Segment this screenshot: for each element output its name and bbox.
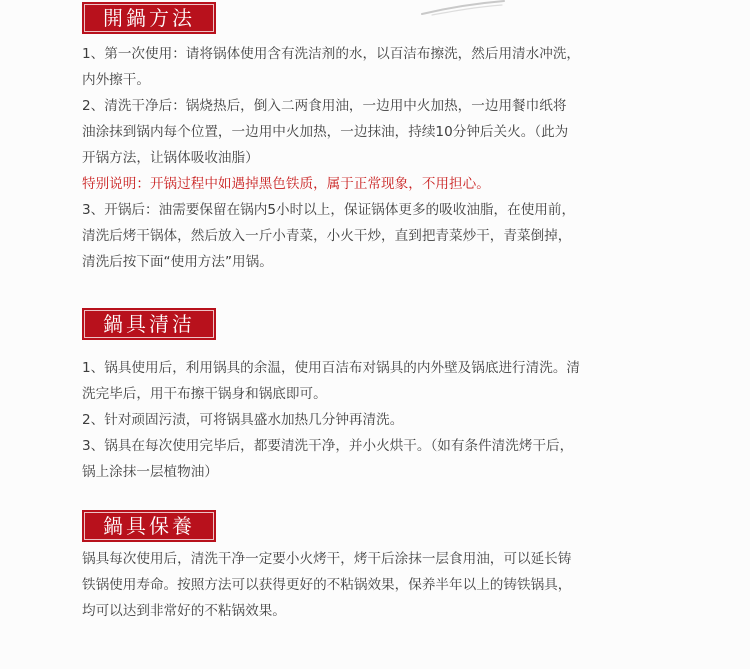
paragraph-maintenance [82,546,682,624]
paragraph-clean-2 [82,407,682,433]
text-line: 2、针对顽固污渍，可将锅具盛水加热几分钟再清洗。 [82,412,404,428]
section-title: 鍋具清洁 [103,312,195,336]
section-maintenance [82,510,682,624]
text-line: 锅具每次使用后，清洗干净一定要小火烤干，烤干后涂抹一层食用油，可以延长铸 [82,551,572,567]
text-line: 油涂抹到锅内每个位置，一边用中火加热，一边抹油，持续10分钟后关火。（此为 [82,124,569,140]
text-line: 锅上涂抹一层植物油） [82,464,218,480]
section-title-badge [82,308,216,340]
section-title-badge [82,2,216,34]
section-title: 開鍋方法 [103,6,195,30]
text-line: 铁锅使用寿命。按照方法可以获得更好的不粘锅效果，保养半年以上的铸铁锅具， [82,577,572,593]
text-line: 均可以达到非常好的不粘锅效果。 [82,603,286,619]
section-body [82,41,682,275]
text-line: 1、锅具使用后，利用锅具的余温，使用百洁布对锅具的内外壁及锅底进行清洗。清 [82,360,581,376]
text-line: 开锅方法，让锅体吸收油脂） [82,150,259,166]
text-line: 1、第一次使用：请将锅体使用含有洗洁剂的水，以百洁布擦洗，然后用清水冲洗， [82,46,581,62]
paragraph-clean-1 [82,355,682,407]
text-line: 特别说明：开锅过程中如遇掉黑色铁质，属于正常现象，不用担心。 [82,176,490,192]
text-line: 3、开锅后：油需要保留在锅内5小时以上，保证锅体更多的吸收油脂，在使用前， [82,202,576,218]
text-line: 内外擦干。 [82,72,150,88]
text-line: 清洗后按下面“使用方法”用锅。 [82,254,273,270]
section-title-badge [82,510,216,542]
paragraph-clean-3 [82,433,682,485]
paragraph-special-note [82,171,682,197]
section-title: 鍋具保養 [103,514,195,538]
paragraph-step-1 [82,41,682,93]
text-line: 2、清洗干净后：锅烧热后，倒入二两食用油，一边用中火加热，一边用餐巾纸将 [82,98,567,114]
section-cleaning [82,308,682,485]
section-seasoning [82,2,682,275]
text-line: 3、锅具在每次使用完毕后，都要清洗干净，并小火烘干。（如有条件清洗烤干后， [82,438,574,454]
paragraph-step-2 [82,93,682,171]
paragraph-step-3 [82,197,682,275]
section-body [82,355,682,485]
text-line: 洗完毕后，用干布擦干锅身和锅底即可。 [82,386,327,402]
text-line: 清洗后烤干锅体，然后放入一斤小青菜，小火干炒，直到把青菜炒干，青菜倒掉， [82,228,572,244]
section-body [82,546,682,624]
